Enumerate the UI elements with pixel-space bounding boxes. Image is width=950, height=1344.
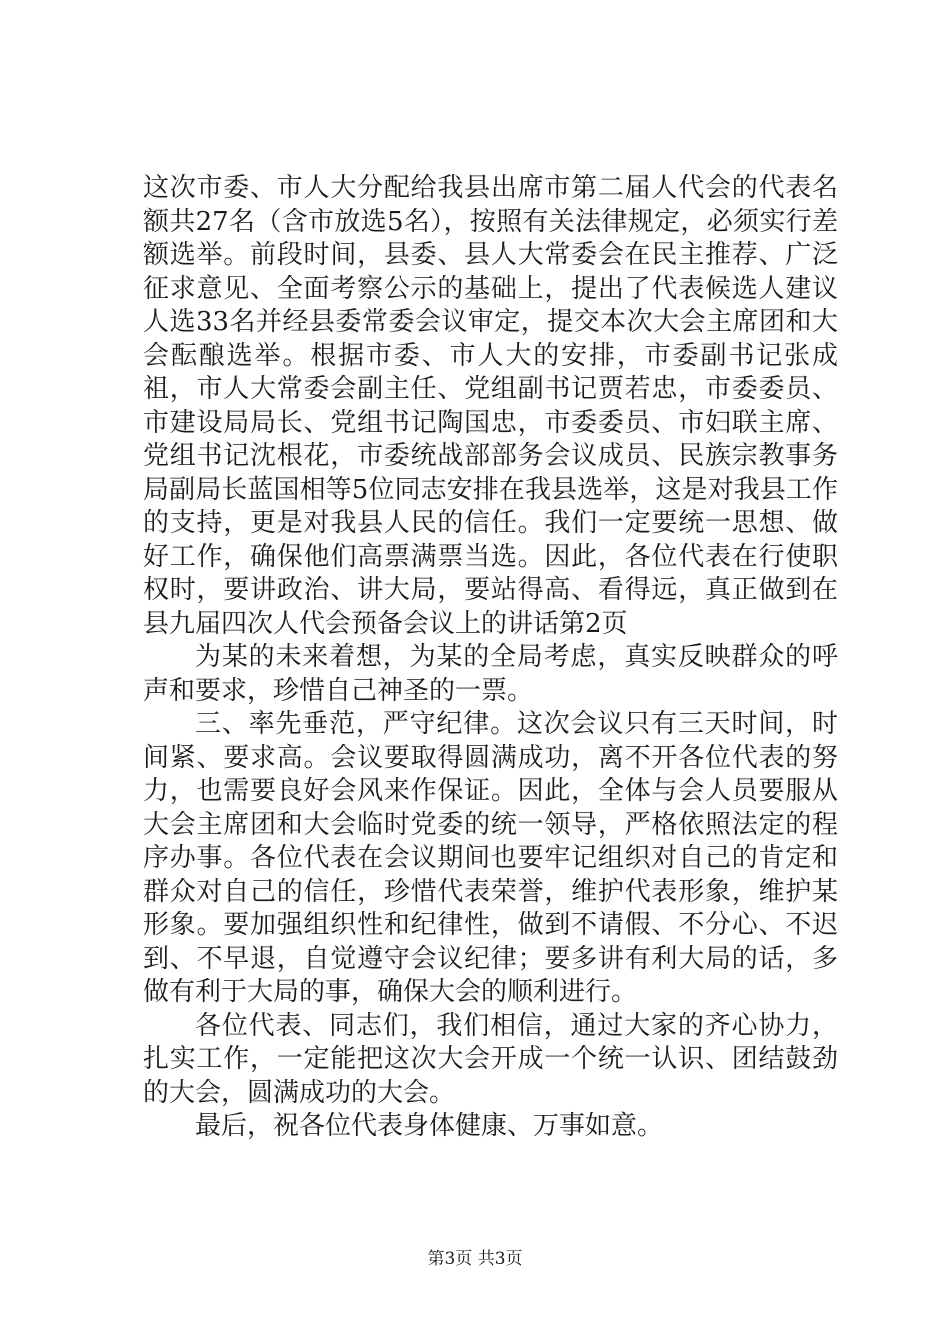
page-footer: 第3页 共3页 <box>427 1249 523 1269</box>
paragraph: 为某的未来着想，为某的全局考虑，真实反映群众的呼声和要求，珍惜自己神圣的一票。 <box>143 642 838 706</box>
document-body <box>143 172 838 1144</box>
paragraph-continued: 这次市委、市人大分配给我县出席市第二届人代会的代表名额共27名（含市放选5名），按照有关法律规定，必须实行差额选举。前段时间，县委、县人大常委会在民主推荐、广泛征求意见、全面考察公示的基础上，提出了代表候选人建议人选33名并经县委常委会议审定，提交本次大会主席团和大会酝酿选举。根据市委、市人大的安排，市委副书记张成祖，市人大常委会副主任、党组副书记贾若忠，市委委员、市建设局局长、党组书记陶国忠，市委委员、市妇联主席、党组书记沈根花，市委统战部部务会议成员、民族宗教事务局副局长蓝国相等5位同志安排在我县选举，这是对我县工作的支持，更是对我县人民的信任。我们一定要统一思想、做好工作，确保他们高票满票当选。因此，各位代表在行使职权时，要讲政治、讲大局，要站得高、看得远，真正做到在县九届四次人代会预备会议上的讲话第2页 <box>143 173 838 639</box>
paragraph: 各位代表、同志们，我们相信，通过大家的齐心协力，扎实工作，一定能把这次大会开成一个统一认识、团结鼓劲的大会，圆满成功的大会。 <box>143 1010 838 1108</box>
paragraph: 三、率先垂范，严守纪律。这次会议只有三天时间，时间紧、要求高。会议要取得圆满成功，离不开各位代表的努力，也需要良好会风来作保证。因此，全体与会人员要服从大会主席团和大会临时党委的统一领导，严格依照法定的程序办事。各位代表在会议期间也要牢记组织对自己的肯定和群众对自己的信任，珍惜代表荣誉，维护代表形象，维护某形象。要加强组织性和纪律性，做到不请假、不分心、不迟到、不早退，自觉遵守会议纪律；要多讲有利大局的话，多做有利于大局的事，确保大会的顺利进行。 <box>143 709 838 1007</box>
paragraph: 最后，祝各位代表身体健康、万事如意。 <box>195 1111 664 1141</box>
